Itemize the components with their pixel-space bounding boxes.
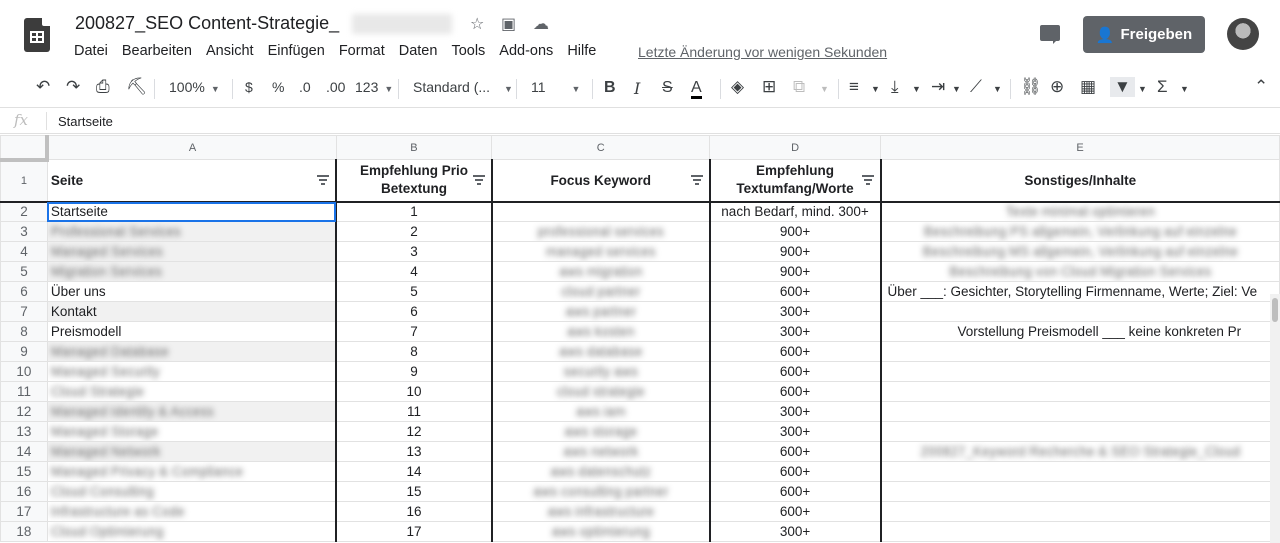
cell-sonstiges[interactable]: Über ___: Gesichter, Storytelling Firmenname, Werte; Ziel: Ve	[881, 282, 1280, 302]
table-row	[1, 202, 1280, 222]
table-row	[1, 322, 1280, 342]
row-number[interactable]: 4	[1, 242, 48, 262]
row-number[interactable]: 9	[1, 342, 48, 362]
last-edit-link[interactable]: Letzte Änderung vor wenigen Sekunden	[638, 44, 888, 60]
cell-seite[interactable]: Migration Services	[47, 262, 336, 282]
row-number[interactable]: 17	[1, 502, 48, 522]
cell-sonstiges[interactable]	[881, 422, 1280, 442]
cell-textumfang[interactable]: 300+	[710, 302, 881, 322]
cell-textumfang[interactable]: 300+	[710, 322, 881, 342]
font-family-select[interactable]: Standard (... ▼	[413, 79, 513, 95]
cell-textumfang[interactable]: 900+	[710, 242, 881, 262]
valign-dropdown-chevron-down-icon[interactable]: ▼	[912, 84, 921, 94]
cell-sonstiges[interactable]	[881, 382, 1280, 402]
cell-keyword[interactable]: professional services	[492, 222, 710, 242]
table-row	[1, 482, 1280, 502]
header-cell-seite[interactable]: Seite	[47, 160, 336, 202]
avatar[interactable]	[1227, 18, 1259, 50]
cell-prio[interactable]: 7	[336, 322, 492, 342]
table-row	[1, 282, 1280, 302]
cell-prio[interactable]: 9	[336, 362, 492, 382]
decrease-decimals-button[interactable]: .0	[299, 79, 311, 95]
column-filter-icon[interactable]	[691, 175, 703, 185]
fx-icon: fx	[14, 111, 29, 129]
menu-bar	[74, 43, 610, 59]
column-filter-icon[interactable]	[317, 175, 329, 185]
cell-keyword[interactable]: aws optimierung	[492, 522, 710, 542]
cell-textumfang[interactable]: 600+	[710, 342, 881, 362]
header-cell-keyword[interactable]: Focus Keyword	[492, 160, 710, 202]
rotate-dropdown-chevron-down-icon[interactable]: ▼	[993, 84, 1002, 94]
row-number[interactable]: 2	[1, 202, 48, 222]
share-button-label: Freigeben	[1120, 26, 1193, 43]
text-color-button[interactable]: A	[691, 79, 702, 99]
merge-cells-icon[interactable]: ⧉	[793, 77, 806, 96]
cell-textumfang[interactable]: 600+	[710, 282, 881, 302]
column-filter-icon[interactable]	[862, 175, 874, 185]
cell-keyword[interactable]: aws iam	[492, 402, 710, 422]
cell-textumfang[interactable]: 900+	[710, 262, 881, 282]
cell-seite[interactable]: Managed Privacy & Compliance	[47, 462, 336, 482]
cell-keyword[interactable]: aws database	[492, 342, 710, 362]
text-wrap-icon[interactable]: ⇥	[931, 77, 946, 96]
redo-icon[interactable]: ↷	[66, 77, 81, 96]
increase-decimals-button[interactable]: .00	[326, 79, 346, 95]
table-row	[1, 362, 1280, 382]
cell-keyword[interactable]	[492, 202, 710, 222]
insert-link-icon[interactable]: ⛓	[1020, 77, 1042, 96]
cell-sonstiges[interactable]: Vorstellung Preismodell ___ keine konkreten Pr	[881, 322, 1280, 342]
table-row	[1, 522, 1280, 542]
cell-sonstiges[interactable]: Beschreibung von Cloud Migration Services	[881, 262, 1280, 282]
cell-prio[interactable]: 13	[336, 442, 492, 462]
cell-textumfang[interactable]: 300+	[710, 422, 881, 442]
cell-sonstiges[interactable]	[881, 342, 1280, 362]
sheets-logo-icon[interactable]	[24, 18, 50, 52]
sheet-table	[0, 135, 1280, 542]
table-row	[1, 262, 1280, 282]
move-folder-icon[interactable]: ▣	[501, 16, 517, 33]
row-number[interactable]: 5	[1, 262, 48, 282]
cell-keyword[interactable]: aws datenschutz	[492, 462, 710, 482]
paint-format-icon[interactable]: ⛏	[126, 77, 148, 96]
menu-addons[interactable]: Add-ons	[499, 43, 554, 59]
menu-einfuegen[interactable]: Einfügen	[267, 43, 325, 59]
menu-datei[interactable]: Datei	[74, 43, 108, 59]
menu-daten[interactable]: Daten	[398, 43, 438, 59]
formula-bar	[0, 109, 1280, 134]
cell-seite[interactable]: Über uns	[47, 282, 336, 302]
cell-textumfang[interactable]: 300+	[710, 402, 881, 422]
menu-tools[interactable]: Tools	[451, 43, 486, 59]
table-row	[1, 222, 1280, 242]
cell-keyword[interactable]: aws infrastructure	[492, 502, 710, 522]
cell-seite[interactable]: Cloud Strategie	[47, 382, 336, 402]
share-button[interactable]	[1083, 16, 1205, 53]
table-row	[1, 242, 1280, 262]
row-number[interactable]: 3	[1, 222, 48, 242]
cell-keyword[interactable]: managed services	[492, 242, 710, 262]
cell-textumfang[interactable]: 600+	[710, 442, 881, 462]
cell-sonstiges[interactable]	[881, 502, 1280, 522]
menu-format[interactable]: Format	[338, 43, 385, 59]
cell-seite[interactable]: Cloud Optimierung	[47, 522, 336, 542]
column-header-a[interactable]: A	[47, 136, 336, 160]
cell-seite[interactable]: Managed Services	[47, 242, 336, 262]
align-vertical-icon[interactable]: ⤓	[891, 77, 899, 96]
person-add-icon: 👤	[1095, 26, 1115, 44]
cell-prio[interactable]: 17	[336, 522, 492, 542]
cell-textumfang[interactable]: 300+	[710, 522, 881, 542]
cell-prio[interactable]: 2	[336, 222, 492, 242]
formula-input[interactable]: Startseite	[58, 114, 113, 129]
align-dropdown-chevron-down-icon[interactable]: ▼	[871, 84, 880, 94]
strikethrough-button[interactable]: S	[662, 79, 673, 96]
cell-keyword[interactable]: aws migration	[492, 262, 710, 282]
cell-seite[interactable]: Managed Network	[47, 442, 336, 462]
bold-button[interactable]: B	[604, 79, 616, 96]
insert-chart-icon[interactable]: ▦	[1080, 77, 1097, 96]
column-filter-icon[interactable]	[473, 175, 485, 185]
filter-icon[interactable]: ▼	[1110, 77, 1135, 97]
row-number[interactable]: 11	[1, 382, 48, 402]
vertical-scrollbar[interactable]	[1270, 294, 1280, 543]
comments-icon[interactable]	[1040, 25, 1060, 41]
row-number[interactable]: 8	[1, 322, 48, 342]
toolbar	[0, 70, 1280, 108]
cell-keyword[interactable]: aws network	[492, 442, 710, 462]
row-number[interactable]: 1	[1, 160, 48, 202]
cell-prio[interactable]: 14	[336, 462, 492, 482]
percent-format-button[interactable]: %	[272, 79, 285, 95]
align-horizontal-icon[interactable]: ≡	[849, 77, 859, 96]
fill-color-icon[interactable]: ◈	[731, 77, 745, 96]
select-all-corner[interactable]	[1, 136, 48, 160]
functions-dropdown-chevron-down-icon[interactable]: ▼	[1180, 84, 1189, 94]
italic-button[interactable]: I	[634, 79, 641, 98]
cell-sonstiges[interactable]	[881, 302, 1280, 322]
row-number[interactable]: 18	[1, 522, 48, 542]
cell-keyword[interactable]: aws partner	[492, 302, 710, 322]
cell-prio[interactable]: 12	[336, 422, 492, 442]
cell-sonstiges[interactable]: Beschreibung PS allgemein, Verlinkung auf einzelne	[881, 222, 1280, 242]
cell-seite[interactable]: Managed Identity & Access	[47, 402, 336, 422]
column-header-e[interactable]: E	[881, 136, 1280, 160]
header-cell-prio[interactable]: Empfehlung Prio Betextung	[336, 160, 492, 202]
table-row	[1, 442, 1280, 462]
cell-seite[interactable]: Infrastructure as Code	[47, 502, 336, 522]
row-number[interactable]: 16	[1, 482, 48, 502]
merge-dropdown-chevron-down-icon[interactable]: ▼	[820, 84, 829, 94]
cell-textumfang[interactable]: 600+	[710, 362, 881, 382]
cell-textumfang[interactable]: 600+	[710, 382, 881, 402]
row-number[interactable]: 15	[1, 462, 48, 482]
table-row	[1, 462, 1280, 482]
row-number[interactable]: 7	[1, 302, 48, 322]
text-rotate-icon[interactable]: ⟋	[970, 77, 982, 96]
print-icon[interactable]: ⎙	[96, 77, 110, 96]
cell-prio[interactable]: 15	[336, 482, 492, 502]
collapse-menu-chevron-up-icon[interactable]: ⌃	[1254, 77, 1269, 96]
cell-sonstiges[interactable]: 200827_Keyword Recherche & SEO Strategie_Cloud	[881, 442, 1280, 462]
cell-prio[interactable]: 1	[336, 202, 492, 222]
cell-textumfang[interactable]: 600+	[710, 482, 881, 502]
cell-textumfang[interactable]: 600+	[710, 462, 881, 482]
undo-icon[interactable]: ↶	[36, 77, 51, 96]
table-row	[1, 422, 1280, 442]
cell-seite[interactable]: Managed Database	[47, 342, 336, 362]
cell-prio[interactable]: 3	[336, 242, 492, 262]
menu-bearbeiten[interactable]: Bearbeiten	[121, 43, 192, 59]
column-header-d[interactable]: D	[710, 136, 881, 160]
header-cell-sonstiges[interactable]: Sonstiges/Inhalte	[881, 160, 1280, 202]
cell-keyword[interactable]: cloud strategie	[492, 382, 710, 402]
cell-prio[interactable]: 4	[336, 262, 492, 282]
cell-sonstiges[interactable]	[881, 362, 1280, 382]
cell-keyword[interactable]: aws storage	[492, 422, 710, 442]
cell-seite[interactable]: Cloud Consulting	[47, 482, 336, 502]
table-row	[1, 302, 1280, 322]
cell-textumfang[interactable]: nach Bedarf, mind. 300+	[710, 202, 881, 222]
cell-keyword[interactable]: security aws	[492, 362, 710, 382]
cell-sonstiges[interactable]	[881, 482, 1280, 502]
insert-comment-icon[interactable]: ⊕	[1050, 77, 1065, 96]
cell-sonstiges[interactable]: Beschreibung MS allgemein, Verlinkung auf einzelne	[881, 242, 1280, 262]
zoom-select[interactable]: 100% ▼	[169, 79, 220, 95]
cell-sonstiges[interactable]	[881, 462, 1280, 482]
cell-prio[interactable]: 5	[336, 282, 492, 302]
cloud-status-icon[interactable]: ☁	[533, 16, 549, 33]
menu-ansicht[interactable]: Ansicht	[206, 43, 254, 59]
functions-button[interactable]: Σ	[1157, 77, 1168, 96]
cell-prio[interactable]: 6	[336, 302, 492, 322]
document-title[interactable]: 200827_SEO Content-Strategie_	[75, 13, 340, 33]
cell-sonstiges[interactable]: Texte minimal optimieren	[881, 202, 1280, 222]
cell-prio[interactable]: 8	[336, 342, 492, 362]
title-bar	[0, 0, 1280, 68]
table-row	[1, 502, 1280, 522]
column-header-c[interactable]: C	[492, 136, 710, 160]
row-number[interactable]: 13	[1, 422, 48, 442]
filter-dropdown-chevron-down-icon[interactable]: ▼	[1138, 84, 1147, 94]
table-row	[1, 382, 1280, 402]
cell-prio[interactable]: 16	[336, 502, 492, 522]
row-number[interactable]: 12	[1, 402, 48, 422]
cell-prio[interactable]: 10	[336, 382, 492, 402]
cell-sonstiges[interactable]	[881, 402, 1280, 422]
cell-keyword[interactable]: aws kosten	[492, 322, 710, 342]
cell-textumfang[interactable]: 600+	[710, 502, 881, 522]
cell-seite[interactable]: Startseite	[47, 202, 336, 222]
row-number[interactable]: 14	[1, 442, 48, 462]
table-row	[1, 342, 1280, 362]
cell-textumfang[interactable]: 900+	[710, 222, 881, 242]
currency-format-button[interactable]: $	[245, 79, 253, 95]
row-number[interactable]: 6	[1, 282, 48, 302]
redacted-title-part	[352, 14, 452, 34]
cell-prio[interactable]: 11	[336, 402, 492, 422]
table-row	[1, 402, 1280, 422]
cell-keyword[interactable]: cloud partner	[492, 282, 710, 302]
cell-keyword[interactable]: aws consulting partner	[492, 482, 710, 502]
wrap-dropdown-chevron-down-icon[interactable]: ▼	[952, 84, 961, 94]
row-number[interactable]: 10	[1, 362, 48, 382]
more-formats-select[interactable]: 123 ▼	[355, 79, 394, 95]
cell-seite[interactable]: Kontakt	[47, 302, 336, 322]
cell-sonstiges[interactable]	[881, 522, 1280, 542]
menu-hilfe[interactable]: Hilfe	[567, 43, 597, 59]
cell-seite[interactable]: Professional Services	[47, 222, 336, 242]
star-icon[interactable]: ☆	[470, 16, 485, 33]
spreadsheet-grid	[0, 135, 1280, 543]
borders-icon[interactable]: ⊞	[762, 77, 777, 96]
column-header-b[interactable]: B	[336, 136, 492, 160]
cell-seite[interactable]: Managed Security	[47, 362, 336, 382]
cell-seite[interactable]: Preismodell	[47, 322, 336, 342]
cell-seite[interactable]: Managed Storage	[47, 422, 336, 442]
header-cell-textumfang[interactable]: Empfehlung Textumfang/Worte	[710, 160, 881, 202]
font-size-select[interactable]: 11 ▼	[531, 79, 581, 95]
